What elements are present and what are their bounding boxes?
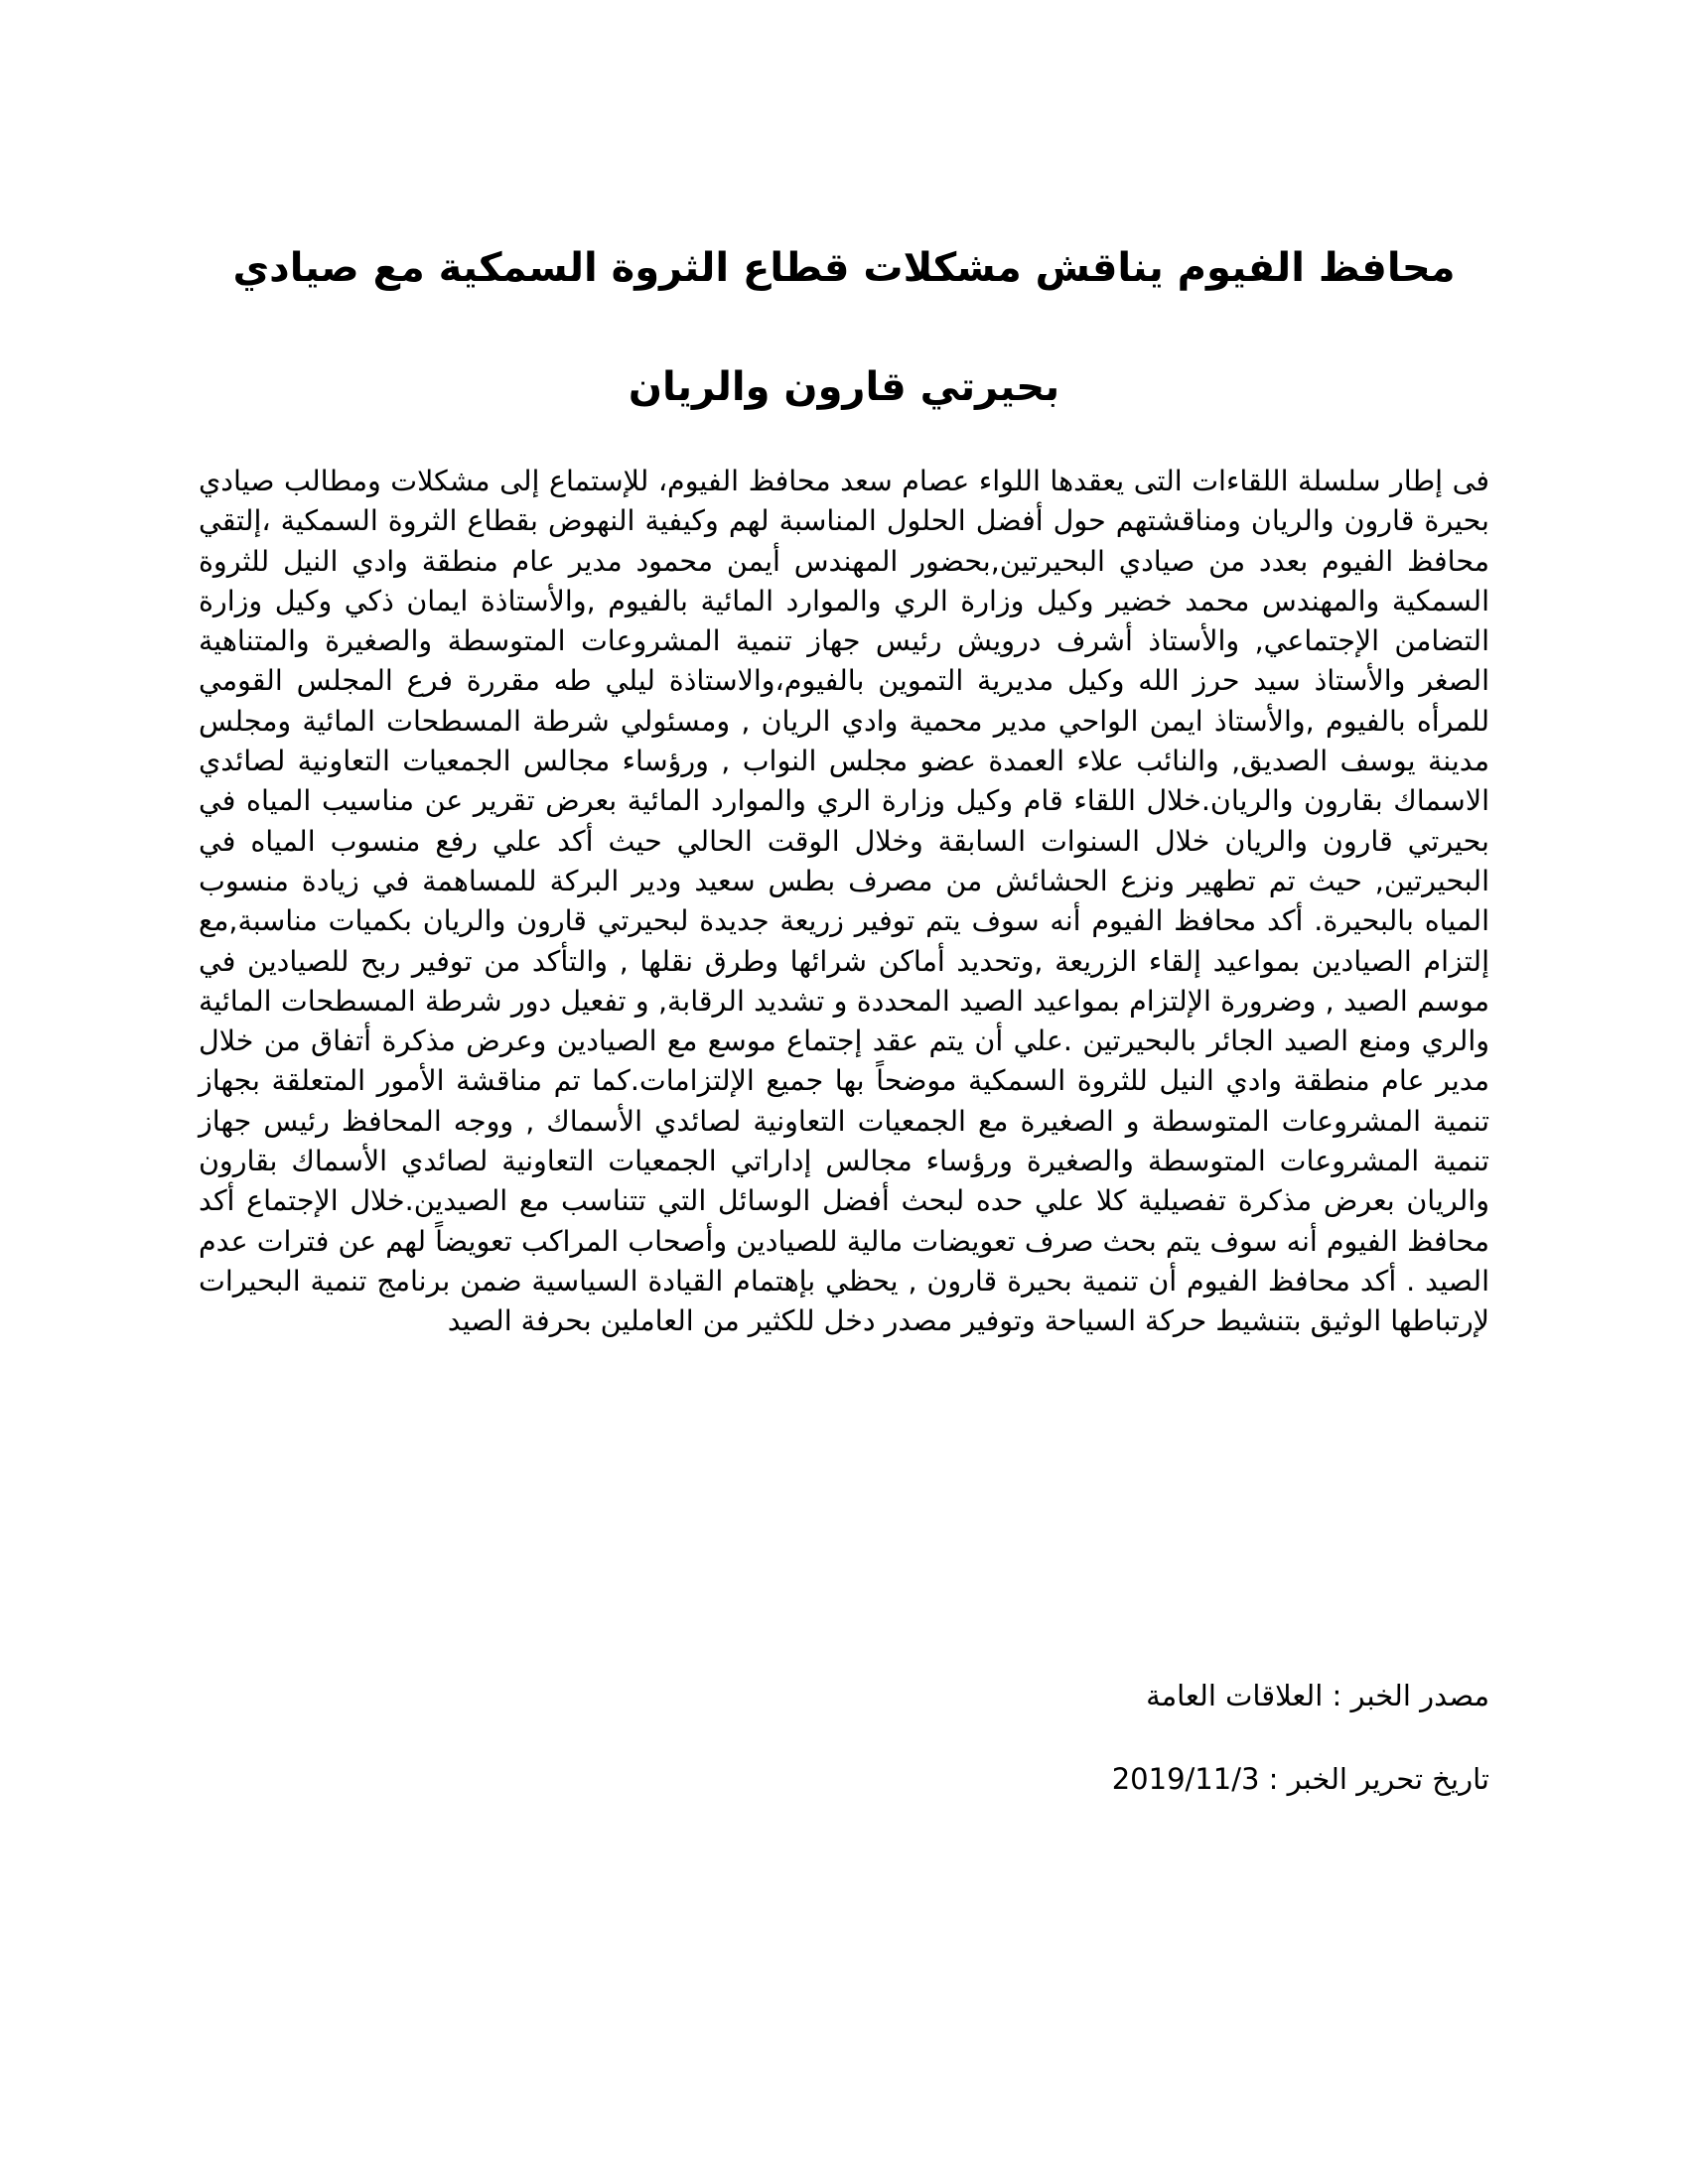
- article-title: محافظ الفيوم يناقش مشكلات قطاع الثروة السمكية مع صيادي بحيرتي قارون والريان: [232, 245, 1456, 410]
- article-body: فى إطار سلسلة اللقاءات التى يعقدها اللواء عصام سعد محافظ الفيوم، للإستماع إلى مشكلات ومطالب صيادي بحيرة قارون والريان ومناقشتهم حول أفضل الحلول المناسبة لهم وكيفية النهوض بقطاع الثروة السمكية ،إلتقي محافظ الفيوم بعدد من صيادي البحيرتين,بحضور المهندس أيمن محمود مدير عام منطقة وادي النيل للثروة السمكية والمهندس محمد خضير وكيل وزارة الري والموارد المائية بالفيوم ,والأستاذة ايمان ذكي وكيل وزارة التضامن الإجتماعي, والأستاذ أشرف درويش رئيس جهاز تنمية المشروعات المتوسطة والصغيرة والمتناهية الصغر والأستاذ سيد حرز الله وكيل مديرية التموين بالفيوم،والاستاذة ليلي طه مقررة فرع المجلس القومي للمرأه بالفيوم ,والأستاذ ايمن الواحي مدير محمية وادي الريان , ومسئولي شرطة المسطحات المائية ومجلس مدينة يوسف الصديق, والنائب علاء العمدة عضو مجلس النواب , ورؤساء مجالس الجمعيات التعاونية لصائدي الاسماك بقارون والريان.خلال اللقاء قام وكيل وزارة الري والموارد المائية بعرض تقرير عن مناسيب المياه في بحيرتي قارون والريان خلال السنوات السابقة وخلال الوقت الحالي حيث أكد علي رفع منسوب المياه في البحيرتين, حيث تم تطهير ونزع الحشائش من مصرف بطس سعيد ودير البركة للمساهمة في زيادة منسوب المياه بالبحيرة. أكد محافظ الفيوم أنه سوف يتم توفير زريعة جديدة لبحيرتي قارون والريان بكميات مناسبة,مع إلتزام الصيادين بمواعيد إلقاء الزريعة ,وتحديد أماكن شرائها وطرق نقلها , والتأكد من توفير ربح للصيادين في موسم الصيد , وضرورة الإلتزام بمواعيد الصيد المحددة و تشديد الرقابة, و تفعيل دور شرطة المسطحات المائية والري ومنع الصيد الجائر بالبحيرتين .علي أن يتم عقد إجتماع موسع مع الصيادين وعرض مذكرة أتفاق من خلال مدير عام منطقة وادي النيل للثروة السمكية موضحاً بها جميع الإلتزامات.كما تم مناقشة الأمور المتعلقة بجهاز تنمية المشروعات المتوسطة و الصغيرة مع الجمعيات التعاونية لصائدي الأسماك , ووجه المحافظ رئيس جهاز تنمية المشروعات المتوسطة والصغيرة ورؤساء مجالس إداراتي الجمعيات التعاونية لصائدي الأسماك بقارون والريان بعرض مذكرة تفصيلية كلا علي حده لبحث أفضل الوسائل التي تتناسب مع الصيدين.خلال الإجتماع أكد محافظ الفيوم أنه سوف يتم بحث صرف تعويضات مالية للصيادين وأصحاب المراكب تعويضاً لهم عن فترات عدم الصيد . أكد محافظ الفيوم أن تنمية بحيرة قارون , يحظي بإهتمام القيادة السياسية ضمن برنامج تنمية البحيرات لإرتباطها الوثيق بتنشيط حركة السياحة وتوفير مصدر دخل للكثير من العاملين بحرفة الصيد: [199, 465, 1489, 1338]
- document-page: [199, 0, 1489, 2184]
- news-source-line: مصدر الخبر : العلاقات العامة: [1146, 1679, 1489, 1712]
- news-date-line: تاريخ تحرير الخبر : 2019/11/3: [1111, 1762, 1489, 1796]
